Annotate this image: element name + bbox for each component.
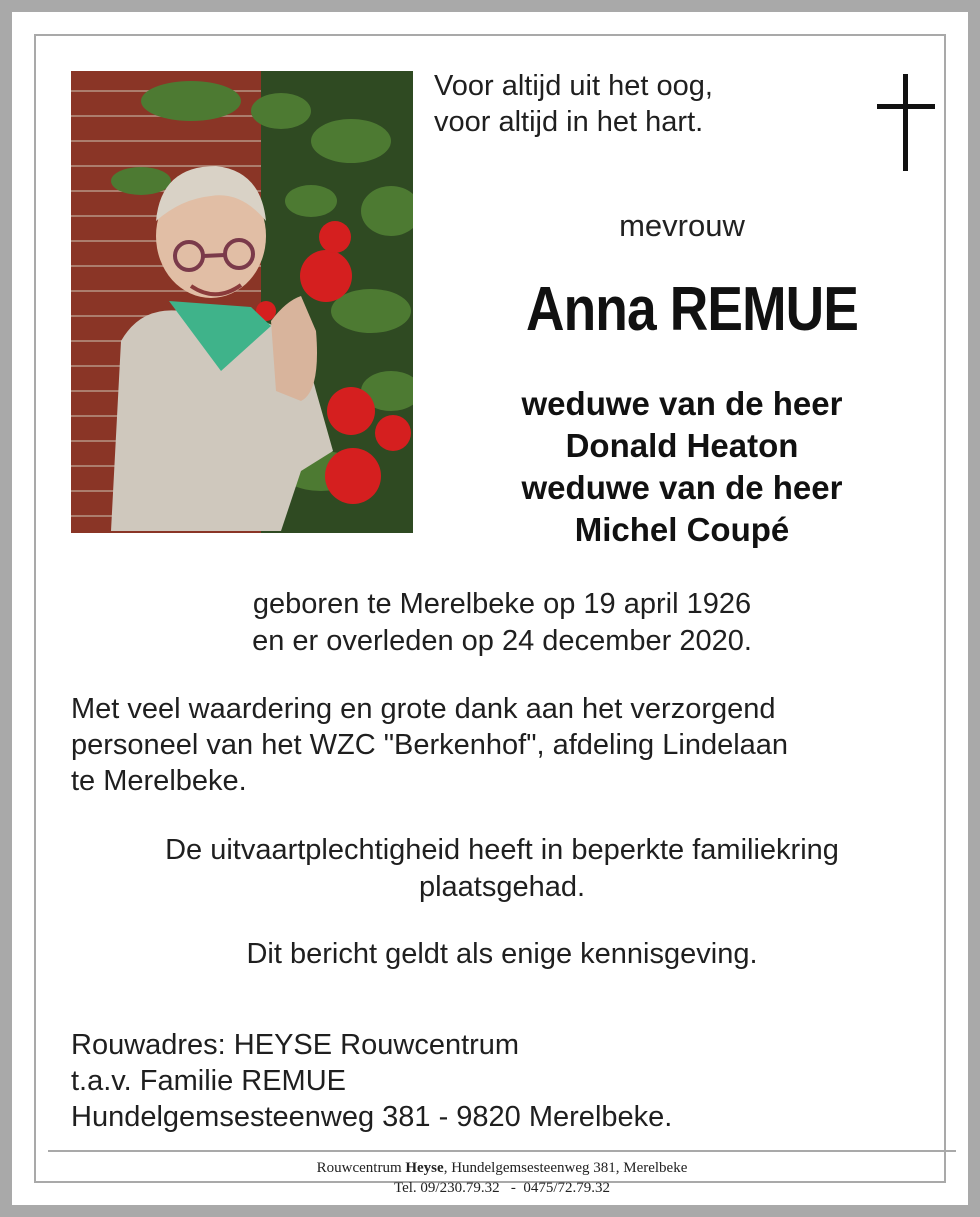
footer-prefix: Rouwcentrum: [316, 1160, 406, 1176]
address-line-2: t.a.v. Familie REMUE: [71, 1065, 347, 1097]
birth-line: geboren te Merelbeke op 19 april 1926: [252, 588, 752, 620]
death-line: en er overleden op 24 december 2020.: [252, 625, 752, 657]
widow-line-3: weduwe van de heer: [521, 469, 843, 506]
address-line-1: Rouwadres: HEYSE Rouwcentrum: [71, 1029, 520, 1061]
footer-brand: Heyse: [405, 1160, 444, 1176]
notice-text: Dit bericht geldt als enige kennisgeving.: [246, 938, 758, 970]
widow-line-1: weduwe van de heer: [521, 385, 843, 422]
honorific: mevrouw: [619, 208, 745, 243]
quote-line-2: voor altijd in het hart.: [434, 106, 704, 138]
cross-icon: [877, 74, 935, 171]
funeral-home-footer: [48, 1158, 956, 1198]
funeral-paragraph: [92, 832, 912, 906]
funeral-line-2: plaatsgehad.: [418, 871, 586, 903]
thanks-line-1: Met veel waardering en grote dank aan het verzorgend: [71, 693, 776, 725]
thanks-line-2: personeel van het WZC "Berkenhof", afdeling Lindelaan: [71, 729, 789, 761]
quote-line-1: Voor altijd uit het oog,: [434, 70, 713, 102]
widow-line-4: Michel Coupé: [574, 511, 790, 548]
funeral-line-1: De uitvaartplechtigheid heeft in beperkte familiekring: [165, 834, 839, 866]
widow-block: [472, 383, 892, 551]
deceased-name: Anna REMUE: [525, 275, 859, 344]
thanks-paragraph: [71, 691, 931, 799]
widow-line-2: Donald Heaton: [565, 427, 799, 464]
footer-divider: [48, 1150, 956, 1152]
portrait-photo: [71, 71, 413, 533]
address-line-3: Hundelgemsesteenweg 381 - 9820 Merelbeke.: [71, 1101, 673, 1133]
memorial-quote: [434, 68, 713, 140]
birth-death-dates: [102, 586, 902, 660]
footer-address-line: [48, 1158, 956, 1178]
footer-address: , Hundelgemsesteenweg 381, Merelbeke: [443, 1160, 688, 1176]
mourning-address: [71, 1027, 871, 1135]
footer-phones: Tel. 09/230.79.32 - 0475/72.79.32: [393, 1180, 611, 1196]
thanks-line-3: te Merelbeke.: [71, 765, 247, 797]
